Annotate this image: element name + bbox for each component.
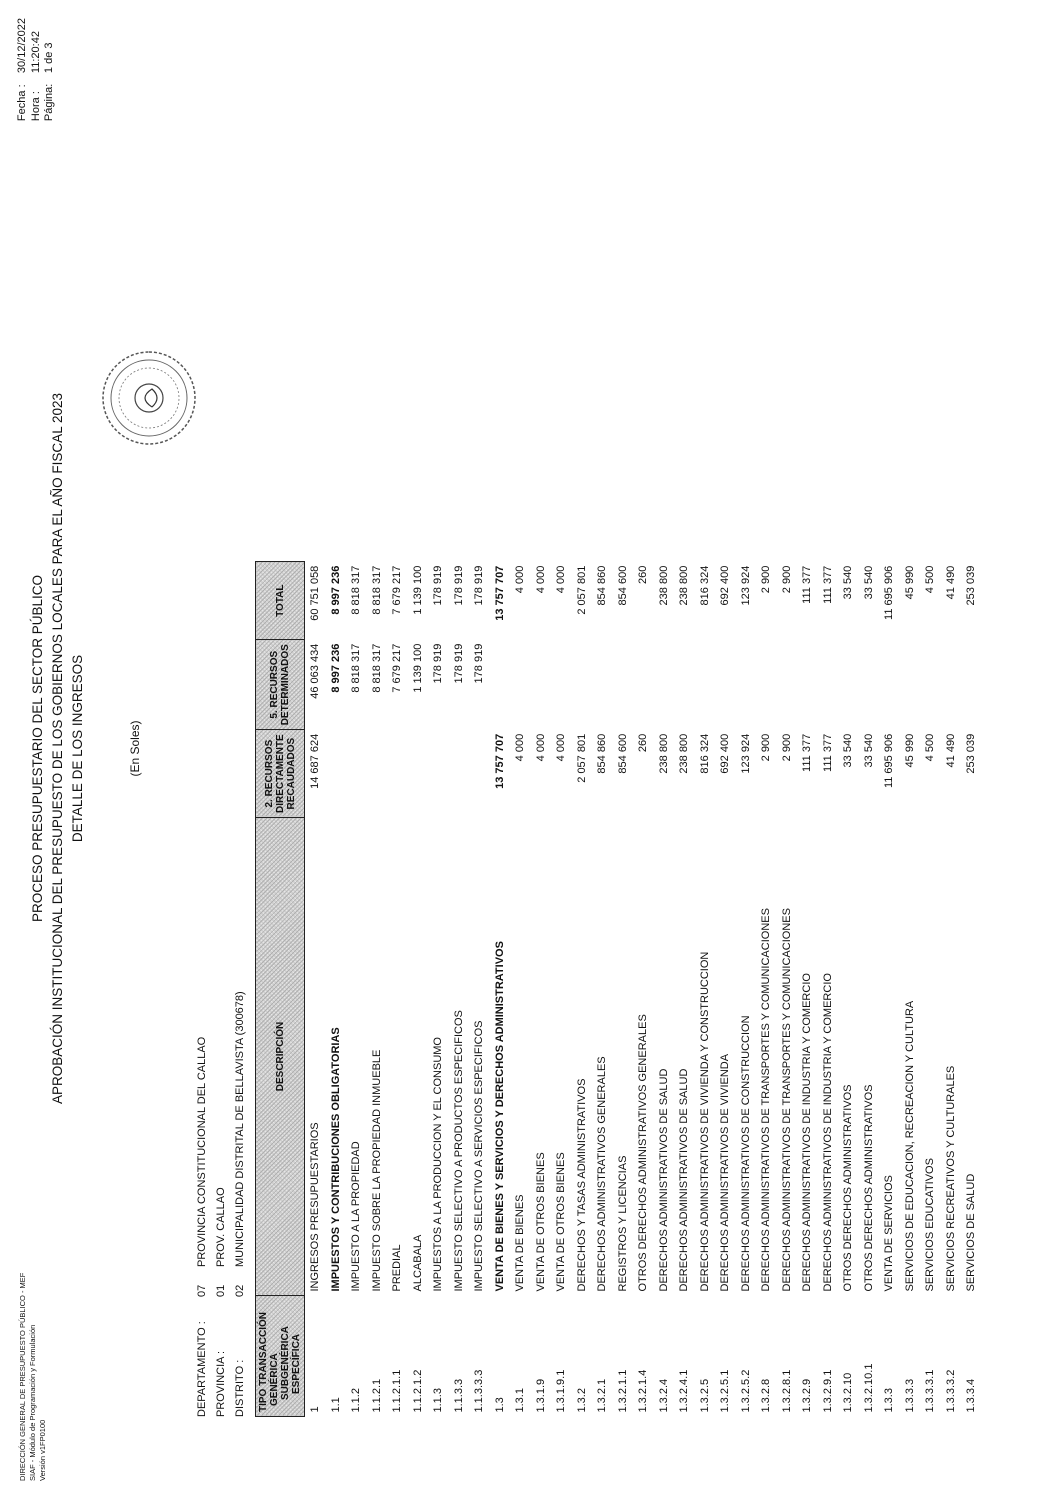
row-code: 1.3.2.8.1 bbox=[780, 1369, 793, 1413]
row-code: 1.1.2.1.2 bbox=[411, 1369, 424, 1413]
table-row bbox=[305, 562, 326, 1417]
table-row bbox=[449, 562, 470, 1417]
row-rdr: 33 540 bbox=[842, 733, 855, 768]
row-total: 111 377 bbox=[801, 565, 814, 604]
row-total: 4 500 bbox=[924, 565, 937, 594]
row-code: 1.3.2.5.2 bbox=[739, 1369, 752, 1413]
row-total: 2 900 bbox=[760, 565, 773, 594]
table-row bbox=[715, 562, 736, 1417]
row-rd: 8 997 236 bbox=[329, 643, 342, 693]
row-rdr: 692 400 bbox=[719, 733, 732, 774]
departamento-code: 07 bbox=[196, 1284, 208, 1297]
report-title-3: DETALLE DE LOS INGRESOS bbox=[70, 654, 85, 843]
row-rd bbox=[592, 640, 613, 730]
row-code: 1.3 bbox=[493, 1397, 506, 1413]
table-row bbox=[941, 562, 962, 1417]
row-rd bbox=[510, 640, 531, 730]
row-total: 260 bbox=[637, 565, 650, 585]
row-rd bbox=[715, 640, 736, 730]
row-code: 1.3.3 bbox=[883, 1388, 896, 1413]
row-rd bbox=[572, 640, 593, 730]
row-rdr bbox=[326, 730, 347, 818]
official-seal-icon bbox=[100, 349, 198, 447]
row-rdr: 2 900 bbox=[780, 733, 793, 762]
row-rd bbox=[531, 640, 552, 730]
row-rdr: 111 377 bbox=[821, 733, 834, 772]
issuer-line-3: Versión v1FP0100 bbox=[38, 1419, 47, 1481]
row-total: 692 400 bbox=[719, 565, 732, 606]
row-description: VENTA DE OTROS BIENES bbox=[555, 1152, 568, 1292]
row-description: DERECHOS ADMINISTRATIVOS DE TRANSPORTES Y COMUNICACIONES bbox=[760, 908, 773, 1292]
row-code: 1.3.2.5.1 bbox=[719, 1369, 732, 1413]
header-codigo bbox=[256, 1296, 305, 1417]
row-rd: 178 919 bbox=[432, 643, 445, 684]
row-rd bbox=[961, 640, 982, 730]
row-total: 13 757 707 bbox=[493, 565, 506, 621]
table-row bbox=[818, 562, 839, 1417]
row-rdr: 4 000 bbox=[555, 733, 568, 762]
table-row bbox=[510, 562, 531, 1417]
row-total: 33 540 bbox=[842, 565, 855, 600]
table-row bbox=[346, 562, 367, 1417]
row-code: 1.1.3 bbox=[432, 1388, 445, 1413]
issuer-line-2: SIAF - Módulo de Programación y Formulación bbox=[28, 1324, 37, 1481]
row-description: IMPUESTO A LA PROPIEDAD bbox=[350, 1141, 363, 1292]
departamento-line bbox=[196, 1037, 208, 1417]
row-rdr: 816 324 bbox=[698, 733, 711, 774]
row-code: 1.1.2.1 bbox=[370, 1378, 383, 1413]
table-row bbox=[633, 562, 654, 1417]
row-rd bbox=[879, 640, 900, 730]
row-description: OTROS DERECHOS ADMINISTRATIVOS bbox=[842, 1084, 855, 1292]
row-code: 1.3.3.3 bbox=[903, 1378, 916, 1413]
header-total: TOTAL bbox=[256, 562, 305, 640]
row-rdr: 4 000 bbox=[514, 733, 527, 762]
row-code: 1.3.2 bbox=[575, 1388, 588, 1413]
hora-label: Hora : bbox=[29, 91, 42, 122]
row-rd: 46 063 434 bbox=[309, 643, 322, 699]
row-code: 1.1.3.3 bbox=[452, 1378, 465, 1413]
table-row bbox=[592, 562, 613, 1417]
row-code: 1.3.2.1 bbox=[596, 1378, 609, 1413]
row-rdr: 4 500 bbox=[924, 733, 937, 762]
fecha-label: Fecha : bbox=[16, 84, 28, 122]
row-description: REGISTROS Y LICENCIAS bbox=[616, 1155, 629, 1292]
row-description: OTROS DERECHOS ADMINISTRATIVOS GENERALES bbox=[637, 1014, 650, 1292]
row-code: 1.3.2.9.1 bbox=[821, 1369, 834, 1413]
row-rdr: 260 bbox=[637, 733, 650, 753]
row-description: VENTA DE BIENES bbox=[514, 1194, 527, 1292]
table-row bbox=[613, 562, 634, 1417]
table-row bbox=[408, 562, 429, 1417]
row-description: DERECHOS ADMINISTRATIVOS DE INDUSTRIA Y COMERCIO bbox=[801, 973, 814, 1292]
report-title-1: PROCESO PRESUPUESTARIO DEL SECTOR PÚBLICO bbox=[30, 574, 45, 923]
row-code: 1 bbox=[309, 1406, 322, 1413]
row-rdr: 238 800 bbox=[657, 733, 670, 774]
row-description: OTROS DERECHOS ADMINISTRATIVOS bbox=[862, 1084, 875, 1292]
row-total: 854 860 bbox=[596, 565, 609, 606]
row-rdr bbox=[408, 730, 429, 818]
pagina-value: 1 de 3 bbox=[43, 42, 55, 74]
distrito-label: DISTRITO : bbox=[234, 1359, 246, 1417]
table-row bbox=[490, 562, 511, 1417]
row-rdr: 111 377 bbox=[801, 733, 814, 772]
row-description: INGRESOS PRESUPUESTARIOS bbox=[309, 1122, 322, 1292]
row-rd bbox=[490, 640, 511, 730]
table-row bbox=[920, 562, 941, 1417]
row-code: 1.3.3.4 bbox=[965, 1378, 978, 1413]
table-row bbox=[428, 562, 449, 1417]
row-description: DERECHOS ADMINISTRATIVOS DE SALUD bbox=[678, 1068, 691, 1292]
row-rdr bbox=[367, 730, 388, 818]
provincia-code: 01 bbox=[215, 1284, 227, 1297]
header-rdr: 2. RECURSOS DIRECTAMENTE RECAUDADOS bbox=[256, 730, 305, 818]
row-rd bbox=[654, 640, 675, 730]
row-rd bbox=[633, 640, 654, 730]
table-row bbox=[387, 562, 408, 1417]
row-rdr: 238 800 bbox=[678, 733, 691, 774]
row-rdr bbox=[469, 730, 490, 818]
row-description: IMPUESTO SELECTIVO A PRODUCTOS ESPECIFICOS bbox=[452, 1010, 465, 1292]
row-description: IMPUESTOS Y CONTRIBUCIONES OBLIGATORIAS bbox=[329, 1027, 342, 1292]
row-rdr: 2 057 801 bbox=[575, 733, 588, 783]
ingresos-table bbox=[255, 561, 982, 1417]
row-rdr: 4 000 bbox=[534, 733, 547, 762]
row-rd bbox=[695, 640, 716, 730]
row-code: 1.3.3.3.2 bbox=[944, 1369, 957, 1413]
header-codigo-line-4: ESPECÍFICA bbox=[291, 1333, 302, 1394]
row-code: 1.3.2.1.1 bbox=[616, 1369, 629, 1413]
row-rdr bbox=[387, 730, 408, 818]
distrito-code: 02 bbox=[234, 1284, 246, 1297]
row-rdr: 11 695 906 bbox=[883, 733, 896, 789]
table-row bbox=[900, 562, 921, 1417]
row-code: 1.1.3.3.3 bbox=[473, 1369, 486, 1413]
row-total: 123 924 bbox=[739, 565, 752, 606]
table-row bbox=[674, 562, 695, 1417]
row-rdr bbox=[428, 730, 449, 818]
row-rd bbox=[551, 640, 572, 730]
row-total: 8 818 317 bbox=[370, 565, 383, 615]
row-total: 7 679 217 bbox=[391, 565, 404, 615]
pagina-label: Página: bbox=[43, 83, 55, 122]
row-rd bbox=[920, 640, 941, 730]
table-row bbox=[961, 562, 982, 1417]
hora-value: 11:20:42 bbox=[29, 31, 42, 74]
row-total: 8 997 236 bbox=[329, 565, 342, 615]
row-total: 1 139 100 bbox=[411, 565, 424, 615]
table-row bbox=[736, 562, 757, 1417]
table-body bbox=[305, 562, 982, 1417]
row-description: VENTA DE OTROS BIENES bbox=[534, 1152, 547, 1292]
row-total: 8 818 317 bbox=[350, 565, 363, 615]
departamento-label: DEPARTAMENTO : bbox=[196, 1321, 208, 1417]
row-description: VENTA DE BIENES Y SERVICIOS Y DERECHOS ADMINISTRATIVOS bbox=[493, 941, 506, 1292]
row-description: SERVICIOS DE SALUD bbox=[965, 1173, 978, 1292]
row-description: SERVICIOS EDUCATIVOS bbox=[924, 1158, 937, 1292]
table-row bbox=[859, 562, 880, 1417]
row-rd: 178 919 bbox=[452, 643, 465, 684]
row-total: 45 990 bbox=[903, 565, 916, 600]
provincia-label: PROVINCIA : bbox=[215, 1350, 227, 1417]
row-rd: 178 919 bbox=[473, 643, 486, 684]
row-rd bbox=[756, 640, 777, 730]
table-row bbox=[469, 562, 490, 1417]
provincia-name: PROV. CALLAO bbox=[215, 1187, 227, 1267]
row-rdr: 33 540 bbox=[862, 733, 875, 768]
row-rdr: 14 687 624 bbox=[309, 733, 322, 789]
row-description: VENTA DE SERVICIOS bbox=[883, 1175, 896, 1292]
row-code: 1.3.3.3.1 bbox=[924, 1369, 937, 1413]
table-header-row bbox=[256, 562, 305, 1417]
table-row bbox=[367, 562, 388, 1417]
row-code: 1.3.1.9 bbox=[534, 1378, 547, 1413]
header-descripcion: DESCRIPCIÓN bbox=[256, 818, 305, 1296]
header-rd: 5. RECURSOS DETERMINADOS bbox=[256, 640, 305, 730]
row-description: DERECHOS ADMINISTRATIVOS DE CONSTRUCCION bbox=[739, 1015, 752, 1292]
row-description: DERECHOS Y TASAS ADMINISTRATIVOS bbox=[575, 1078, 588, 1292]
row-description: DERECHOS ADMINISTRATIVOS DE INDUSTRIA Y COMERCIO bbox=[821, 973, 834, 1292]
row-rd: 1 139 100 bbox=[411, 643, 424, 693]
row-rdr: 41 490 bbox=[944, 733, 957, 768]
row-total: 816 324 bbox=[698, 565, 711, 606]
provincia-line bbox=[215, 1187, 227, 1417]
row-description: DERECHOS ADMINISTRATIVOS DE TRANSPORTES Y COMUNICACIONES bbox=[780, 908, 793, 1292]
row-total: 111 377 bbox=[821, 565, 834, 604]
row-rd bbox=[859, 640, 880, 730]
row-total: 238 800 bbox=[657, 565, 670, 606]
table-row bbox=[756, 562, 777, 1417]
departamento-name: PROVINCIA CONSTITUCIONAL DEL CALLAO bbox=[196, 1036, 208, 1267]
row-rdr: 2 900 bbox=[760, 733, 773, 762]
row-total: 11 695 906 bbox=[883, 565, 896, 620]
distrito-line bbox=[234, 991, 246, 1417]
row-total: 238 800 bbox=[678, 565, 691, 606]
table-row bbox=[695, 562, 716, 1417]
row-rd bbox=[900, 640, 921, 730]
row-description: IMPUESTO SELECTIVO A SERVICIOS ESPECIFICOS bbox=[473, 1020, 486, 1292]
table-row bbox=[572, 562, 593, 1417]
row-total: 41 490 bbox=[944, 565, 957, 600]
row-total: 253 039 bbox=[965, 565, 978, 606]
row-code: 1.1 bbox=[329, 1397, 342, 1413]
row-rdr: 45 990 bbox=[903, 733, 916, 768]
row-code: 1.1.2 bbox=[350, 1388, 363, 1413]
row-code: 1.1.2.1.1 bbox=[391, 1369, 404, 1413]
units-label: (En Soles) bbox=[128, 720, 142, 777]
row-rdr: 13 757 707 bbox=[493, 733, 506, 789]
table-row bbox=[551, 562, 572, 1417]
row-code: 1.3.2.4 bbox=[657, 1378, 670, 1413]
row-rd bbox=[941, 640, 962, 730]
table-row bbox=[879, 562, 900, 1417]
fecha-value: 30/12/2022 bbox=[16, 18, 28, 74]
row-code: 1.3.2.9 bbox=[801, 1378, 814, 1413]
row-description: IMPUESTO SOBRE LA PROPIEDAD INMUEBLE bbox=[370, 1049, 383, 1292]
distrito-name: MUNICIPALIDAD DISTRITAL DE BELLAVISTA (300678) bbox=[234, 991, 246, 1267]
row-total: 2 900 bbox=[780, 565, 793, 594]
row-description: PREDIAL bbox=[391, 1244, 404, 1292]
row-rdr: 854 600 bbox=[616, 733, 629, 774]
row-description: DERECHOS ADMINISTRATIVOS DE VIVIENDA bbox=[719, 1053, 732, 1292]
row-description: SERVICIOS RECREATIVOS Y CULTURALES bbox=[944, 1065, 957, 1292]
row-description: DERECHOS ADMINISTRATIVOS GENERALES bbox=[596, 1056, 609, 1292]
row-description: DERECHOS ADMINISTRATIVOS DE VIVIENDA Y CONSTRUCCION bbox=[698, 951, 711, 1292]
row-code: 1.3.1 bbox=[514, 1388, 527, 1413]
row-code: 1.3.2.1.4 bbox=[637, 1369, 650, 1413]
table-row bbox=[797, 562, 818, 1417]
header-codigo-line-1: TIPO TRANSACCIÓN bbox=[258, 1312, 269, 1412]
row-total: 178 919 bbox=[473, 565, 486, 606]
row-description: ALCABALA bbox=[411, 1234, 424, 1292]
row-rd bbox=[777, 640, 798, 730]
table-row bbox=[326, 562, 347, 1417]
row-total: 4 000 bbox=[514, 565, 527, 594]
row-total: 4 000 bbox=[555, 565, 568, 594]
row-description: SERVICIOS DE EDUCACION, RECREACION Y CULTURA bbox=[903, 1000, 916, 1292]
row-rdr bbox=[346, 730, 367, 818]
report-title-2: APROBACIÓN INSTITUCIONAL DEL PRESUPUESTO DE LOS GOBIERNOS LOCALES PARA EL AÑO FISCAL 2023 bbox=[50, 393, 65, 1104]
row-rd: 8 818 317 bbox=[350, 643, 363, 693]
row-code: 1.3.2.10 bbox=[842, 1372, 855, 1413]
table-row bbox=[777, 562, 798, 1417]
row-rd bbox=[838, 640, 859, 730]
row-code: 1.3.2.8 bbox=[760, 1378, 773, 1413]
row-rd bbox=[797, 640, 818, 730]
row-rdr: 854 860 bbox=[596, 733, 609, 774]
row-rd bbox=[736, 640, 757, 730]
row-rdr bbox=[449, 730, 470, 818]
row-total: 4 000 bbox=[534, 565, 547, 594]
row-rd bbox=[818, 640, 839, 730]
table-row bbox=[838, 562, 859, 1417]
row-total: 854 600 bbox=[616, 565, 629, 606]
row-rdr: 123 924 bbox=[739, 733, 752, 774]
row-code: 1.3.1.9.1 bbox=[555, 1369, 568, 1413]
header-codigo-line-2: GENÉRICA bbox=[269, 1353, 280, 1406]
row-description: IMPUESTOS A LA PRODUCCION Y EL CONSUMO bbox=[432, 1037, 445, 1292]
row-rd bbox=[674, 640, 695, 730]
row-rd: 7 679 217 bbox=[391, 643, 404, 693]
row-description: DERECHOS ADMINISTRATIVOS DE SALUD bbox=[657, 1068, 670, 1292]
row-total: 178 919 bbox=[432, 565, 445, 606]
issuer-line-1: DIRECCIÓN GENERAL DE PRESUPUESTO PÚBLICO - MEF bbox=[18, 1272, 27, 1481]
table-row bbox=[654, 562, 675, 1417]
row-total: 178 919 bbox=[452, 565, 465, 606]
row-code: 1.3.2.5 bbox=[698, 1378, 711, 1413]
row-total: 33 540 bbox=[862, 565, 875, 600]
row-rdr: 253 039 bbox=[965, 733, 978, 774]
row-total: 60 751 058 bbox=[309, 565, 322, 621]
row-code: 1.3.2.10.1 bbox=[862, 1363, 875, 1413]
row-total: 2 057 801 bbox=[575, 565, 588, 615]
table-row bbox=[531, 562, 552, 1417]
row-rd bbox=[613, 640, 634, 730]
row-code: 1.3.2.4.1 bbox=[678, 1369, 691, 1413]
header-codigo-line-3: SUBGENÉRICA bbox=[280, 1326, 291, 1400]
row-rd: 8 818 317 bbox=[370, 643, 383, 693]
